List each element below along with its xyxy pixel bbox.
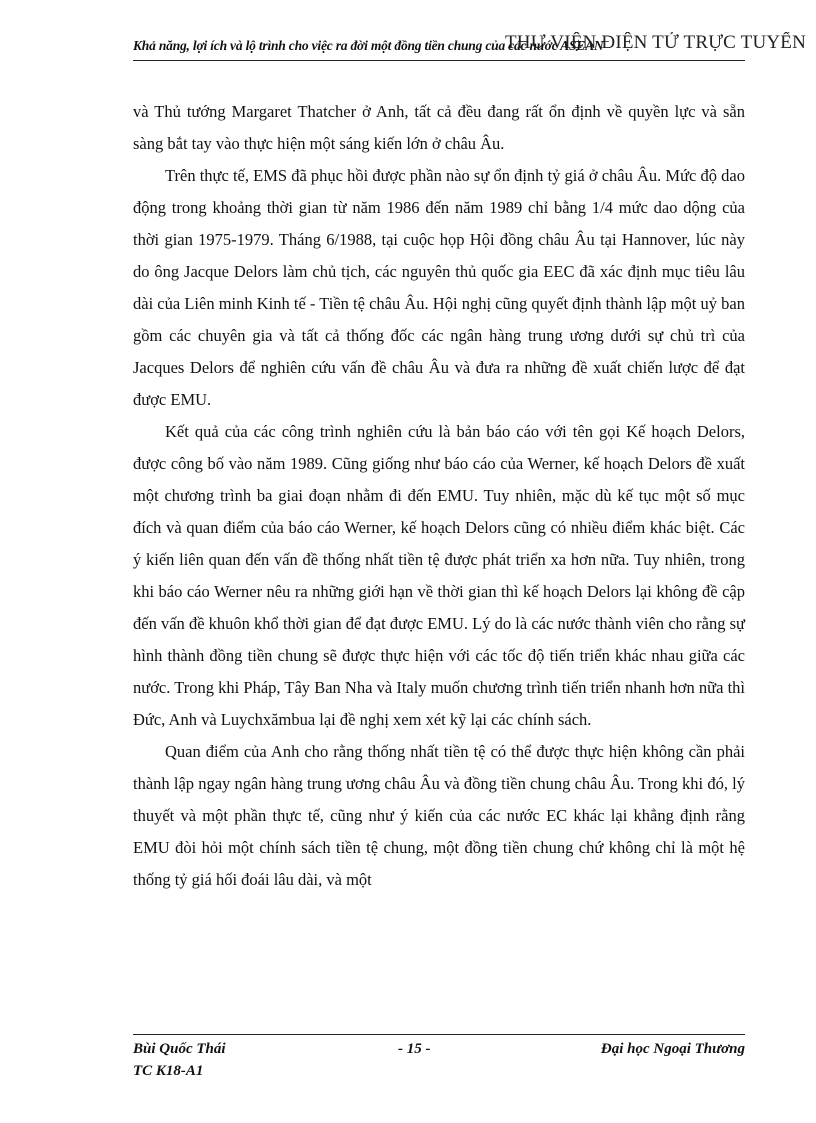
paragraph-4: Quan điểm của Anh cho rằng thống nhất tiền tệ có thể được thực hiện không cần phải thành lập ngay ngân hàng trung ương châu Âu và đồng tiền chung châu Âu. Trong khi đó, lý thuyết và một phần thực tế, cũng như ý kiến của các nước EC khác lại khẳng định rằng EMU đòi hỏi một chính sách tiền tệ chung, một đồng tiền chung chứ không chỉ là một hệ thống tỷ giá hối đoái lâu dài, và một [133,742,745,889]
header-title: Khả năng, lợi ích và lộ trình cho việc ra đời một đồng tiền chung của các nước ASEAN [133,38,604,53]
paragraph-3: Kết quả của các công trình nghiên cứu là bản báo cáo với tên gọi Kế hoạch Delors, được công bố vào năm 1989. Cũng giống như báo cáo của Werner, kế hoạch Delors đề xuất một chương trình ba giai đoạn nhằm đi đến EMU. Tuy nhiên, mặc dù kế tục một số mục đích và quan điểm của báo cáo Werner, kế hoạch Delors cũng có nhiều điểm khác biệt. Các ý kiến liên quan đến vấn đề thống nhất tiền tệ được phát triển xa hơn nữa. Tuy nhiên, trong khi báo cáo Werner nêu ra những giới hạn về thời gian thì kế hoạch Delors lại không đề cập đến vấn đề khuôn khổ thời gian để đạt được EMU. Lý do là các nước thành viên cho rằng sự hình thành đồng tiền chung sẽ được thực hiện với các tốc độ tiến triển khác nhau giữa các nước. Trong khi Pháp, Tây Ban Nha và Italy muốn chương trình tiến triển nhanh hơn nữa thì Đức, Anh và Luychxămbua lại đề nghị xem xét kỹ lại các chính sách. [133,422,745,729]
footer-class: TC K18-A1 [133,1063,204,1079]
page-number: - 15 - [398,1041,431,1057]
header-rule [133,60,745,61]
page-header [133,32,816,58]
footer-school: Đại học Ngoại Thương [600,1041,745,1057]
paragraph-2: Trên thực tế, EMS đã phục hồi được phần nào sự ổn định tỷ giá ở châu Âu. Mức độ dao động trong khoảng thời gian từ năm 1986 đến năm 1989 chỉ bằng 1/4 mức dao dộng của thời gian 1975-1979. Tháng 6/1988, tại cuộc họp Hội đồng châu Âu tại Hannover, lúc này do ông Jacque Delors làm chủ tịch, các nguyên thủ quốc gia EEC đã xác định mục tiêu lâu dài của Liên minh Kinh tế - Tiền tệ châu Âu. Hội nghị cũng quyết định thành lập một uỷ ban gồm các chuyên gia và tất cả thống đốc các ngân hàng trung ương dưới sự chủ trì của Jacques Delors để nghiên cứu vấn đề châu Âu và đưa ra những đề xuất chiến lược để đạt được EMU. [133,166,745,409]
paragraph-1: và Thủ tướng Margaret Thatcher ở Anh, tất cả đều đang rất ổn định về quyền lực và sẵn sàng bắt tay vào thực hiện một sáng kiến lớn ở châu Âu. [133,102,745,153]
header-watermark: THƯ VIỆN ĐIỆN TỬ TRỰC TUYẾN [505,32,807,53]
footer-rule [133,1034,745,1035]
body-text [133,96,745,896]
footer-author: Bùi Quốc Thái [133,1041,226,1057]
page-footer [133,1041,745,1091]
